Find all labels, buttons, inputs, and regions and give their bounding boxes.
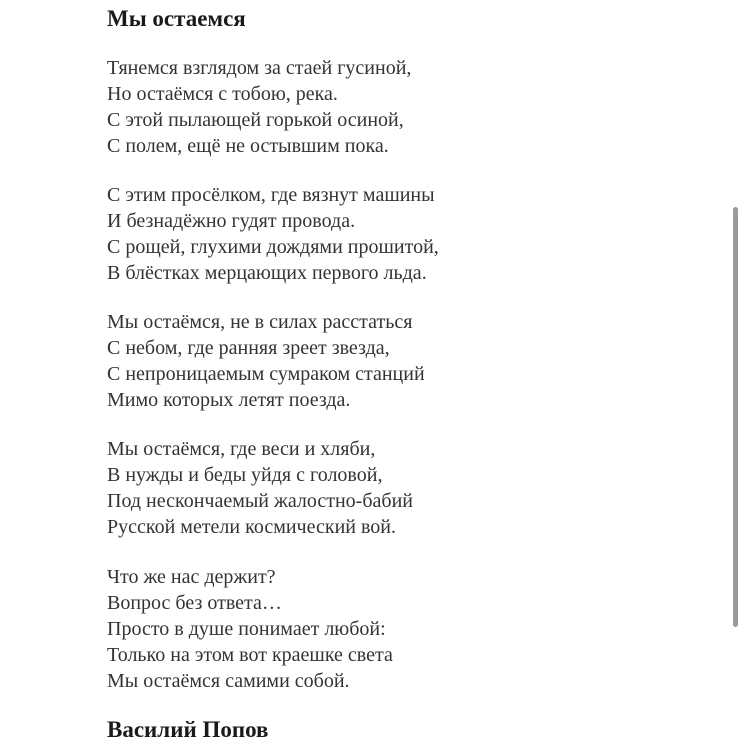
poem-line: Под нескончаемый жалостно-бабий <box>107 490 413 512</box>
stanza-1 <box>107 55 411 159</box>
poem-line: Мы остаёмся, где веси и хляби, <box>107 438 376 460</box>
poem-line: Мимо которых летят поезда. <box>107 389 351 411</box>
poem-title: Мы остаемся <box>107 6 246 31</box>
vertical-scrollbar[interactable] <box>733 0 739 749</box>
stanza-2 <box>107 182 439 286</box>
poem-line: Но остаёмся с тобою, река. <box>107 83 338 105</box>
stanza-3 <box>107 309 425 413</box>
scrollbar-thumb[interactable] <box>733 207 738 627</box>
poem-line: Просто в душе понимает любой: <box>107 618 386 640</box>
poem-line: С полем, ещё не остывшим пока. <box>107 135 389 157</box>
poem-line: Вопрос без ответа… <box>107 592 282 614</box>
poem-author: Василий Попов <box>107 717 269 742</box>
poem-line: Только на этом вот краешке света <box>107 644 393 666</box>
poem-line: С непроницаемым сумраком станций <box>107 363 425 385</box>
poem-line: Русской метели космический вой. <box>107 516 396 538</box>
poem-line: Мы остаёмся, не в силах расстаться <box>107 311 413 333</box>
poem-line: В блёстках мерцающих первого льда. <box>107 262 427 284</box>
poem-line: С небом, где ранняя зреет звезда, <box>107 337 390 359</box>
poem-line: Мы остаёмся самими собой. <box>107 670 350 692</box>
poem-line: И безнадёжно гудят провода. <box>107 210 356 232</box>
poem-line: С рощей, глухими дождями прошитой, <box>107 236 439 258</box>
stanza-4 <box>107 436 413 540</box>
poem-line: Тянемся взглядом за стаей гусиной, <box>107 57 412 79</box>
poem-line: В нужды и беды уйдя с головой, <box>107 464 383 486</box>
stanza-5 <box>107 564 393 694</box>
poem-line: С этим просёлком, где вязнут машины <box>107 184 435 206</box>
poem-line: Что же нас держит? <box>107 566 276 588</box>
poem-line: С этой пылающей горькой осиной, <box>107 109 404 131</box>
